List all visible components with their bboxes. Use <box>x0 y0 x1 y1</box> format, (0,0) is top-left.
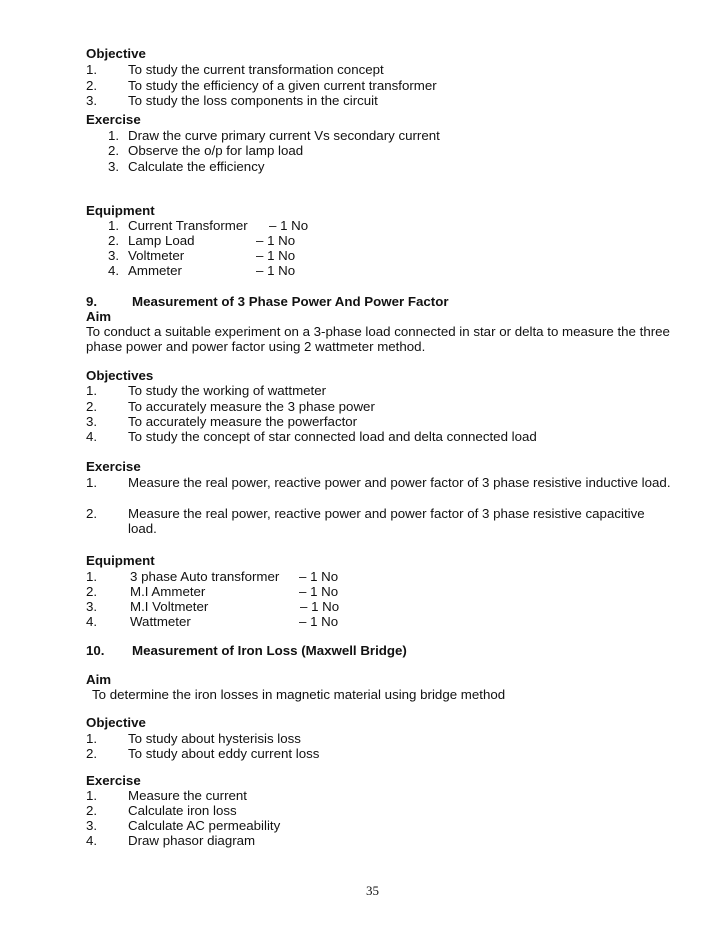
list-number: 4. <box>86 429 98 444</box>
list-item: Measure the real power, reactive power and power factor of 3 phase resistive inductive load. <box>128 475 671 490</box>
list-item: To study the current transformation concept <box>128 62 384 77</box>
list-number: 1. <box>86 475 98 490</box>
list-item: To accurately measure the powerfactor <box>128 414 358 429</box>
page-number: 35 <box>366 883 379 898</box>
list-item: Measure the real power, reactive power and power factor of 3 phase resistive capacitive <box>128 506 645 521</box>
aim-text: To conduct a suitable experiment on a 3-phase load connected in star or delta to measure the three <box>86 324 670 339</box>
list-number: 4. <box>86 614 98 629</box>
list-number: 1. <box>86 788 98 803</box>
equipment-name: Ammeter <box>128 263 182 278</box>
equipment-heading: Equipment <box>86 553 155 568</box>
list-number: 3. <box>86 599 98 614</box>
objective-heading: Objective <box>86 715 146 730</box>
list-number: 3. <box>108 159 120 174</box>
section-number: 9. <box>86 294 98 309</box>
list-number: 3. <box>108 248 120 263</box>
list-number: 1. <box>86 383 98 398</box>
equipment-heading: Equipment <box>86 203 155 218</box>
equipment-quantity: – 1 No <box>299 584 339 599</box>
equipment-quantity: – 1 No <box>299 569 339 584</box>
list-item: To study the efficiency of a given current transformer <box>128 78 437 93</box>
list-item: Measure the current <box>128 788 247 803</box>
equipment-quantity: – 1 No <box>269 218 309 233</box>
list-item: Calculate AC permeability <box>128 818 281 833</box>
list-number: 4. <box>108 263 120 278</box>
exercise-heading: Exercise <box>86 112 141 127</box>
list-number: 1. <box>108 128 120 143</box>
exercise-heading: Exercise <box>86 459 141 474</box>
list-item: To study the working of wattmeter <box>128 383 327 398</box>
equipment-name: Voltmeter <box>128 248 185 263</box>
list-number: 2. <box>108 233 120 248</box>
list-number: 2. <box>86 399 98 414</box>
list-item: Draw phasor diagram <box>128 833 256 848</box>
list-number: 1. <box>86 731 98 746</box>
list-number: 2. <box>86 584 98 599</box>
equipment-name: M.I Voltmeter <box>130 599 209 614</box>
list-item: To study the loss components in the circuit <box>128 93 378 108</box>
list-item: To accurately measure the 3 phase power <box>128 399 375 414</box>
objective-heading: Objective <box>86 46 146 61</box>
list-number: 2. <box>86 506 98 521</box>
list-item: To study about eddy current loss <box>128 746 320 761</box>
list-item: Observe the o/p for lamp load <box>128 143 304 158</box>
list-number: 2. <box>86 803 98 818</box>
section-title: Measurement of 3 Phase Power And Power Factor <box>132 294 449 309</box>
list-number: 3. <box>86 818 98 833</box>
list-item: Calculate the efficiency <box>128 159 265 174</box>
equipment-quantity: – 1 No <box>256 263 296 278</box>
list-number: 1. <box>86 569 98 584</box>
section-title: Measurement of Iron Loss (Maxwell Bridge) <box>132 643 407 658</box>
equipment-name: Wattmeter <box>130 614 191 629</box>
equipment-name: Lamp Load <box>128 233 195 248</box>
list-number: 1. <box>108 218 120 233</box>
list-number: 2. <box>108 143 120 158</box>
equipment-quantity: – 1 No <box>256 248 296 263</box>
section-number: 10. <box>86 643 105 658</box>
equipment-quantity: – 1 No <box>299 614 339 629</box>
equipment-name: M.I Ammeter <box>130 584 206 599</box>
equipment-name: Current Transformer <box>128 218 248 233</box>
list-number: 1. <box>86 62 98 77</box>
equipment-quantity: – 1 No <box>256 233 296 248</box>
aim-heading: Aim <box>86 309 112 324</box>
aim-heading: Aim <box>86 672 112 687</box>
list-number: 3. <box>86 414 98 429</box>
equipment-name: 3 phase Auto transformer <box>130 569 280 584</box>
objectives-heading: Objectives <box>86 368 154 383</box>
aim-text: phase power and power factor using 2 wattmeter method. <box>86 339 426 354</box>
list-item: To study about hysterisis loss <box>128 731 301 746</box>
list-item: Draw the curve primary current Vs secondary current <box>128 128 440 143</box>
aim-text: To determine the iron losses in magnetic material using bridge method <box>92 687 506 702</box>
list-number: 4. <box>86 833 98 848</box>
list-item-continued: load. <box>128 521 157 536</box>
list-number: 2. <box>86 746 98 761</box>
exercise-heading: Exercise <box>86 773 141 788</box>
list-item: Calculate iron loss <box>128 803 237 818</box>
equipment-quantity: – 1 No <box>300 599 340 614</box>
list-item: To study the concept of star connected load and delta connected load <box>128 429 537 444</box>
list-number: 2. <box>86 78 98 93</box>
list-number: 3. <box>86 93 98 108</box>
